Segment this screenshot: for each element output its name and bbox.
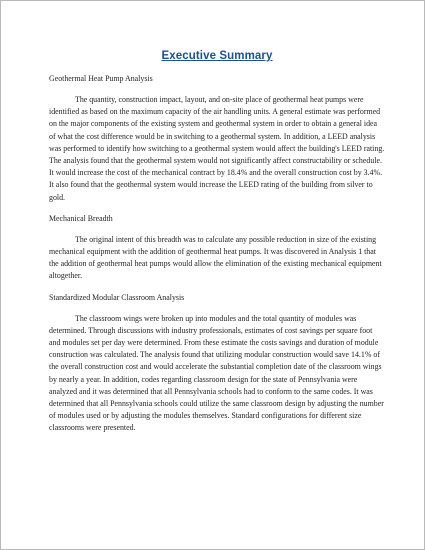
page-title: Executive Summary (161, 50, 273, 62)
section-heading: Geothermal Heat Pump Analysis (49, 74, 153, 83)
section-mechanical-breadth (49, 214, 385, 283)
section-modular-classroom (49, 293, 385, 435)
section-heading: Mechanical Breadth (49, 213, 113, 223)
page-content (49, 49, 385, 445)
section-geothermal-heat-pump (49, 74, 385, 204)
section-paragraph: The classroom wings were broken up into modules and the total quantity of modules was determined. Through discussions with industry professionals, estimates of cost savings per square foot and modules set per day were determined. From these estimate the costs savings and duration of module construction was calculated. The analysis found that utilizing modular construction would save 14.1% of the overall construction cost and would accelerate the substantial completion date of the classroom wings by nearly a year. In addition, codes regarding classroom design for the state of Pennsylvania were analyzed and it was determined that all Pennsylvania schools had to conform to the same codes. It was determined that all Pennsylvania schools could utilize the same classroom design by adjusting the number of modules used or by adjusting the modules themselves. Standard configurations for different size classrooms were presented. (49, 313, 384, 433)
section-heading: Standardized Modular Classroom Analysis (49, 292, 185, 302)
section-paragraph: The original intent of this breadth was to calculate any possible reduction in size of the existing mechanical equipment with the addition of geothermal heat pumps. It was discovered in Analysis 1 that the addition of geothermal heat pumps would allow the elimination of the existing mechanical equipment altogether. (49, 234, 382, 281)
section-paragraph: The quantity, construction impact, layout, and on-site place of geothermal heat pumps were identified as based on the maximum capacity of the air handling units. A general estimate was performed on the major components of the existing system and geothermal system in order to obtain a general idea of what the cost difference would be in switching to a geothermal system. In addition, a LEED analysis was performed to identify how switching to a geothermal system would affect the building's LEED rating. The analysis found that the geothermal system would not significantly affect constructability or schedule. It would increase the cost of the mechanical contract by 18.4% and the overall construction cost by 3.4%. It also found that the geothermal system would increase the LEED rating of the building from silver to gold. (49, 95, 385, 202)
